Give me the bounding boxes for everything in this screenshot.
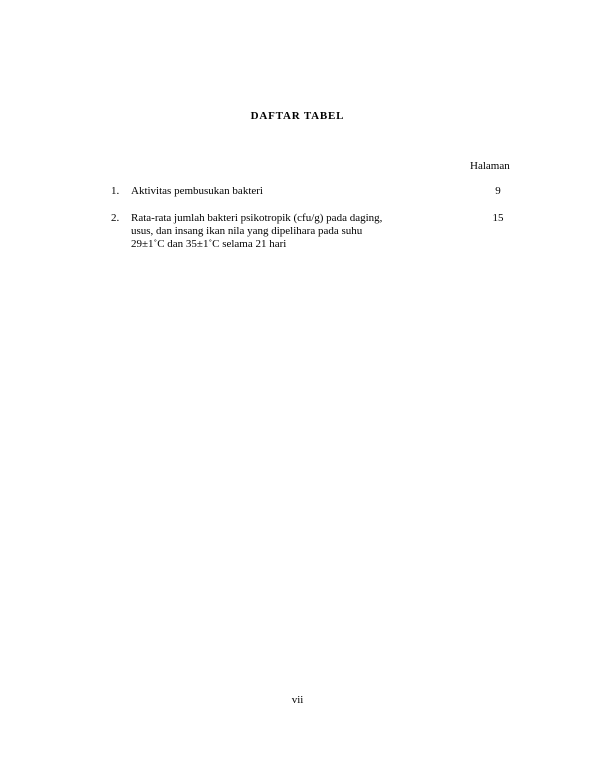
entry-title <box>131 185 411 198</box>
entry-number: 1. <box>111 185 120 197</box>
entry-title <box>131 212 411 251</box>
entry-title-line: Rata-rata jumlah bakteri psikotropik (cfu/g) pada daging, <box>131 212 383 224</box>
footer-page-number: vii <box>291 694 304 706</box>
entry-title-line: usus, dan insang ikan nila yang dipelihara pada suhu <box>131 225 363 237</box>
entry-page-number: 9 <box>495 185 501 197</box>
entry-title-line: 29±1˚C dan 35±1˚C selama 21 hari <box>131 238 287 250</box>
page-column-header: Halaman <box>470 160 510 172</box>
entry-page-number: 15 <box>492 212 504 224</box>
entry-title-line: Aktivitas pembusukan bakteri <box>131 185 263 197</box>
entry-number: 2. <box>111 212 120 224</box>
page-title: DAFTAR TABEL <box>250 110 345 122</box>
